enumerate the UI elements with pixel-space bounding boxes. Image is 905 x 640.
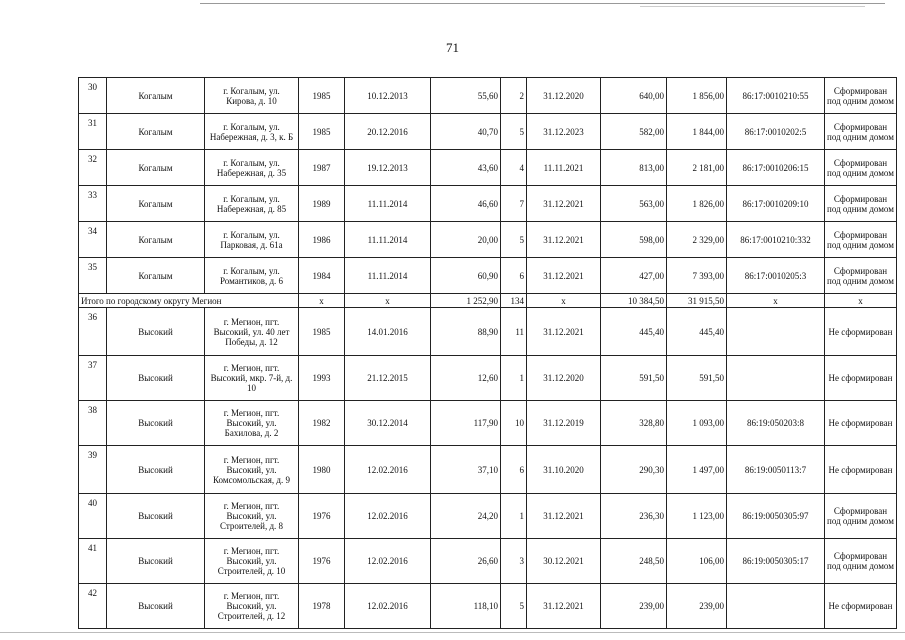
value2-cell: 591,50	[667, 356, 727, 401]
total-label: Итого по городскому округу Мегион	[79, 294, 299, 308]
cadastral-cell: 86:19:0050113:7	[727, 446, 825, 494]
date-cell: 14.01.2016	[345, 308, 431, 356]
table-row	[79, 539, 897, 584]
value2-cell: 1 844,00	[667, 114, 727, 150]
total-cadastral: х	[727, 294, 825, 308]
cadastral-cell: 86:17:0010210:55	[727, 78, 825, 114]
cadastral-cell: 86:17:0010205:3	[727, 258, 825, 294]
table-row	[79, 258, 897, 294]
deadline-cell: 31.12.2021	[527, 308, 601, 356]
table-row	[79, 114, 897, 150]
area-cell: 26,60	[431, 539, 501, 584]
deadline-cell: 31.12.2019	[527, 401, 601, 446]
year-cell: 1982	[299, 401, 345, 446]
table-row	[79, 401, 897, 446]
address-cell: г. Когалым, ул. Парковая, д. 61а	[205, 222, 299, 258]
table-row	[79, 584, 897, 629]
date-cell: 12.02.2016	[345, 494, 431, 539]
value1-cell: 290,30	[601, 446, 667, 494]
area-cell: 12,60	[431, 356, 501, 401]
total-area: 1 252,90	[431, 294, 501, 308]
value2-cell: 1 123,00	[667, 494, 727, 539]
value2-cell: 2 181,00	[667, 150, 727, 186]
value1-cell: 236,30	[601, 494, 667, 539]
cadastral-cell: 86:17:0010206:15	[727, 150, 825, 186]
status-cell: Сформирован под одним домом	[825, 258, 897, 294]
status-cell: Не сформирован	[825, 308, 897, 356]
value1-cell: 813,00	[601, 150, 667, 186]
cadastral-cell: 86:19:050203:8	[727, 401, 825, 446]
year-cell: 1976	[299, 494, 345, 539]
date-cell: 11.11.2014	[345, 186, 431, 222]
deadline-cell: 31.12.2020	[527, 356, 601, 401]
year-cell: 1978	[299, 584, 345, 629]
settlement-cell: Высокий	[107, 401, 205, 446]
settlement-cell: Высокий	[107, 584, 205, 629]
value2-cell: 445,40	[667, 308, 727, 356]
area-cell: 40,70	[431, 114, 501, 150]
status-cell: Сформирован под одним домом	[825, 78, 897, 114]
count-cell: 5	[501, 114, 527, 150]
table-row	[79, 78, 897, 114]
table-row	[79, 186, 897, 222]
row-number: 33	[79, 186, 107, 222]
year-cell: 1986	[299, 222, 345, 258]
settlement-cell: Высокий	[107, 494, 205, 539]
year-cell: 1976	[299, 539, 345, 584]
address-cell: г. Мегион, пгт. Высокий, ул. Комсомольская, д. 9	[205, 446, 299, 494]
date-cell: 11.11.2014	[345, 222, 431, 258]
total-status: х	[825, 294, 897, 308]
total-date: х	[345, 294, 431, 308]
scan-artifact-top	[200, 3, 885, 4]
count-cell: 3	[501, 539, 527, 584]
settlement-cell: Высокий	[107, 308, 205, 356]
row-number: 35	[79, 258, 107, 294]
year-cell: 1984	[299, 258, 345, 294]
date-cell: 11.11.2014	[345, 258, 431, 294]
date-cell: 12.02.2016	[345, 539, 431, 584]
value1-cell: 563,00	[601, 186, 667, 222]
row-number: 39	[79, 446, 107, 494]
row-number: 38	[79, 401, 107, 446]
area-cell: 46,60	[431, 186, 501, 222]
count-cell: 6	[501, 258, 527, 294]
status-cell: Не сформирован	[825, 401, 897, 446]
deadline-cell: 31.12.2021	[527, 494, 601, 539]
row-number: 40	[79, 494, 107, 539]
settlement-cell: Когалым	[107, 186, 205, 222]
year-cell: 1993	[299, 356, 345, 401]
count-cell: 1	[501, 356, 527, 401]
cadastral-cell	[727, 308, 825, 356]
cadastral-cell	[727, 356, 825, 401]
year-cell: 1987	[299, 150, 345, 186]
status-cell: Не сформирован	[825, 584, 897, 629]
scan-artifact-bottom	[0, 632, 905, 633]
area-cell: 55,60	[431, 78, 501, 114]
address-cell: г. Когалым, ул. Романтиков, д. 6	[205, 258, 299, 294]
row-number: 30	[79, 78, 107, 114]
value1-cell: 239,00	[601, 584, 667, 629]
count-cell: 4	[501, 150, 527, 186]
date-cell: 10.12.2013	[345, 78, 431, 114]
value2-cell: 1 826,00	[667, 186, 727, 222]
deadline-cell: 31.12.2021	[527, 186, 601, 222]
row-number: 42	[79, 584, 107, 629]
address-cell: г. Мегион, пгт. Высокий, ул. Бахилова, д. 2	[205, 401, 299, 446]
value1-cell: 591,50	[601, 356, 667, 401]
count-cell: 10	[501, 401, 527, 446]
year-cell: 1985	[299, 308, 345, 356]
value1-cell: 582,00	[601, 114, 667, 150]
address-cell: г. Когалым, ул. Кирова, д. 10	[205, 78, 299, 114]
table-row	[79, 446, 897, 494]
status-cell: Сформирован под одним домом	[825, 150, 897, 186]
area-cell: 60,90	[431, 258, 501, 294]
count-cell: 2	[501, 78, 527, 114]
year-cell: 1980	[299, 446, 345, 494]
deadline-cell: 31.10.2020	[527, 446, 601, 494]
deadline-cell: 31.12.2021	[527, 258, 601, 294]
date-cell: 30.12.2014	[345, 401, 431, 446]
area-cell: 118,10	[431, 584, 501, 629]
date-cell: 19.12.2013	[345, 150, 431, 186]
settlement-cell: Высокий	[107, 446, 205, 494]
cadastral-cell: 86:17:0010210:332	[727, 222, 825, 258]
row-number: 31	[79, 114, 107, 150]
settlement-cell: Высокий	[107, 356, 205, 401]
status-cell: Сформирован под одним домом	[825, 494, 897, 539]
area-cell: 117,90	[431, 401, 501, 446]
date-cell: 21.12.2015	[345, 356, 431, 401]
value2-cell: 1 093,00	[667, 401, 727, 446]
total-deadline: х	[527, 294, 601, 308]
count-cell: 5	[501, 222, 527, 258]
row-number: 41	[79, 539, 107, 584]
row-number: 36	[79, 308, 107, 356]
total-count: 134	[501, 294, 527, 308]
deadline-cell: 30.12.2021	[527, 539, 601, 584]
value1-cell: 445,40	[601, 308, 667, 356]
deadline-cell: 31.12.2020	[527, 78, 601, 114]
year-cell: 1985	[299, 114, 345, 150]
scan-artifact-top-2	[640, 6, 865, 7]
count-cell: 7	[501, 186, 527, 222]
status-cell: Сформирован под одним домом	[825, 222, 897, 258]
row-number: 34	[79, 222, 107, 258]
settlement-cell: Высокий	[107, 539, 205, 584]
deadline-cell: 31.12.2021	[527, 584, 601, 629]
status-cell: Не сформирован	[825, 356, 897, 401]
cadastral-cell: 86:17:0010209:10	[727, 186, 825, 222]
deadline-cell: 11.11.2021	[527, 150, 601, 186]
settlement-cell: Когалым	[107, 114, 205, 150]
date-cell: 20.12.2016	[345, 114, 431, 150]
value1-cell: 328,80	[601, 401, 667, 446]
value2-cell: 7 393,00	[667, 258, 727, 294]
status-cell: Сформирован под одним домом	[825, 539, 897, 584]
cadastral-cell: 86:19:0050305:97	[727, 494, 825, 539]
page-number: 71	[446, 40, 459, 55]
area-cell: 43,60	[431, 150, 501, 186]
row-number: 32	[79, 150, 107, 186]
value1-cell: 427,00	[601, 258, 667, 294]
total-value2: 31 915,50	[667, 294, 727, 308]
date-cell: 12.02.2016	[345, 584, 431, 629]
status-cell: Не сформирован	[825, 446, 897, 494]
address-cell: г. Мегион, пгт. Высокий, мкр. 7-й, д. 10	[205, 356, 299, 401]
cadastral-cell: 86:19:0050305:17	[727, 539, 825, 584]
value1-cell: 598,00	[601, 222, 667, 258]
total-year: х	[299, 294, 345, 308]
count-cell: 11	[501, 308, 527, 356]
year-cell: 1985	[299, 78, 345, 114]
table-row	[79, 222, 897, 258]
deadline-cell: 31.12.2023	[527, 114, 601, 150]
total-row	[79, 294, 897, 308]
address-cell: г. Мегион, пгт. Высокий, ул. 40 лет Победы, д. 12	[205, 308, 299, 356]
count-cell: 5	[501, 584, 527, 629]
value1-cell: 640,00	[601, 78, 667, 114]
table-row	[79, 308, 897, 356]
value2-cell: 106,00	[667, 539, 727, 584]
value2-cell: 239,00	[667, 584, 727, 629]
status-cell: Сформирован под одним домом	[825, 114, 897, 150]
housing-table	[78, 77, 897, 629]
address-cell: г. Когалым, ул. Набережная, д. 85	[205, 186, 299, 222]
value2-cell: 1 497,00	[667, 446, 727, 494]
value1-cell: 248,50	[601, 539, 667, 584]
date-cell: 12.02.2016	[345, 446, 431, 494]
count-cell: 6	[501, 446, 527, 494]
value2-cell: 2 329,00	[667, 222, 727, 258]
deadline-cell: 31.12.2021	[527, 222, 601, 258]
settlement-cell: Когалым	[107, 258, 205, 294]
area-cell: 20,00	[431, 222, 501, 258]
area-cell: 37,10	[431, 446, 501, 494]
settlement-cell: Когалым	[107, 78, 205, 114]
table-row	[79, 356, 897, 401]
address-cell: г. Когалым, ул. Набережная, д. 35	[205, 150, 299, 186]
area-cell: 88,90	[431, 308, 501, 356]
row-number: 37	[79, 356, 107, 401]
settlement-cell: Когалым	[107, 222, 205, 258]
address-cell: г. Когалым, ул. Набережная, д. 3, к. Б	[205, 114, 299, 150]
value2-cell: 1 856,00	[667, 78, 727, 114]
table-row	[79, 150, 897, 186]
count-cell: 1	[501, 494, 527, 539]
year-cell: 1989	[299, 186, 345, 222]
address-cell: г. Мегион, пгт. Высокий, ул. Строителей, д. 10	[205, 539, 299, 584]
area-cell: 24,20	[431, 494, 501, 539]
address-cell: г. Мегион, пгт. Высокий, ул. Строителей, д. 12	[205, 584, 299, 629]
total-value1: 10 384,50	[601, 294, 667, 308]
settlement-cell: Когалым	[107, 150, 205, 186]
status-cell: Сформирован под одним домом	[825, 186, 897, 222]
table-row	[79, 494, 897, 539]
cadastral-cell	[727, 584, 825, 629]
address-cell: г. Мегион, пгт. Высокий, ул. Строителей, д. 8	[205, 494, 299, 539]
cadastral-cell: 86:17:0010202:5	[727, 114, 825, 150]
